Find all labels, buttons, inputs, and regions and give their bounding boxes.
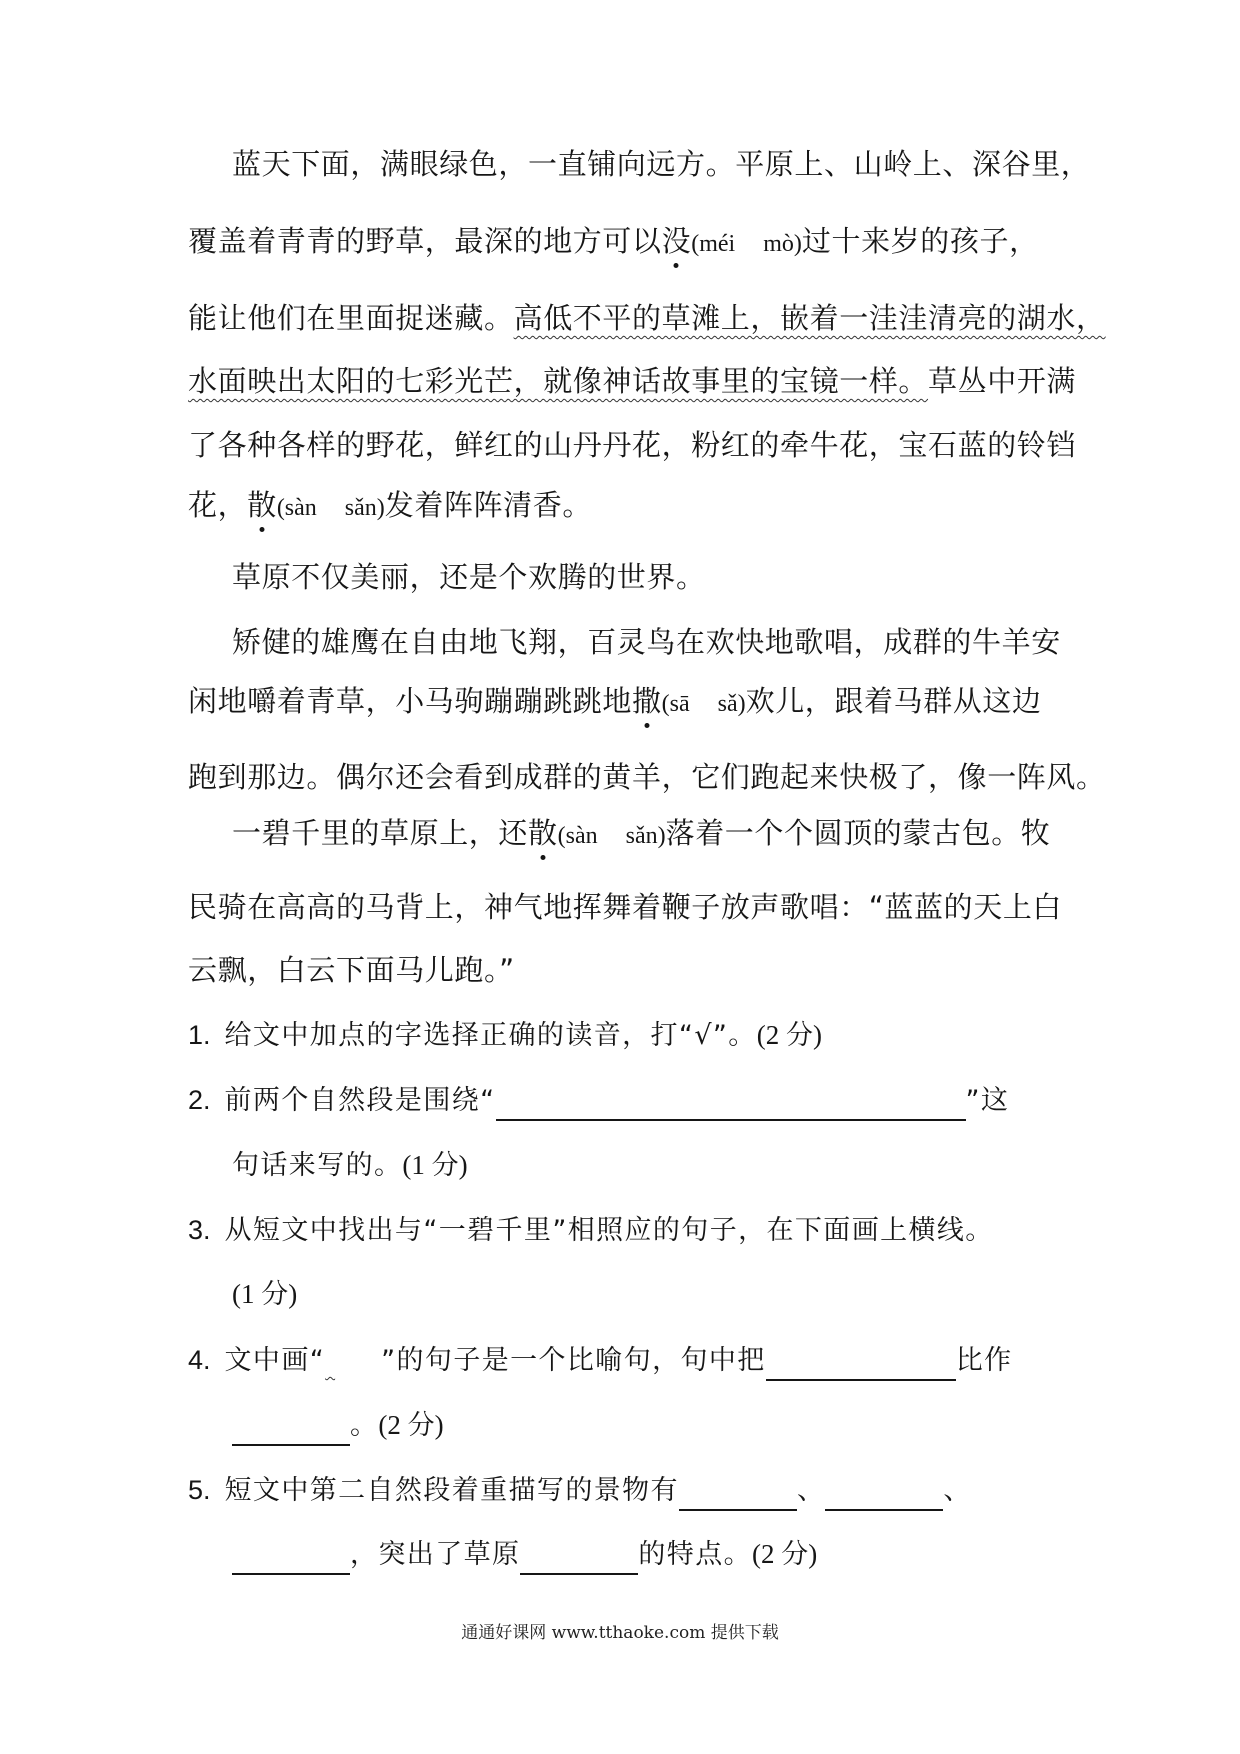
answer-blank[interactable] — [232, 1416, 350, 1446]
question-text: ，突出了草原 — [350, 1539, 521, 1570]
text: 草丛中开满 — [928, 364, 1077, 398]
dotted-char: 散 — [247, 485, 277, 525]
question-text: 句话来写的。 — [232, 1150, 403, 1181]
answer-blank[interactable] — [679, 1481, 797, 1511]
dotted-char: 撒 — [632, 681, 662, 721]
question-3-cont — [232, 1274, 297, 1315]
text: 云飘，白云下面马儿跑。” — [188, 953, 515, 987]
text: 一碧千里的草原上，还 — [232, 816, 529, 850]
pinyin-option-2: mò) — [763, 231, 802, 257]
text: 民骑在高高的马背上，神气地挥舞着鞭子放声歌唱：“蓝蓝的天上白 — [188, 890, 1063, 924]
question-3 — [188, 1210, 994, 1251]
question-number: 5. — [188, 1475, 211, 1505]
wavy-underlined-sentence: 高低不平的草滩上，嵌着一洼洼清亮的湖水， — [513, 301, 1106, 335]
p3-line-1 — [232, 622, 1061, 662]
text: 覆盖着青青的野草，最深的地方可以 — [188, 224, 662, 258]
question-number: 4. — [188, 1345, 211, 1375]
question-1 — [188, 1015, 822, 1056]
pinyin-option-1: (sàn — [557, 823, 598, 849]
answer-blank[interactable] — [520, 1545, 638, 1575]
question-text: 的特点。 — [638, 1539, 753, 1570]
text: 落着一个个圆顶的蒙古包。牧 — [665, 816, 1051, 850]
question-text: 从短文中找出与“一碧千里”相照应的句子，在下面画上横线。 — [224, 1215, 994, 1246]
p3-line-2 — [188, 681, 1042, 724]
question-2-cont — [232, 1145, 468, 1186]
pinyin-option-1: (sàn — [276, 495, 317, 521]
p1-line-5 — [188, 425, 1076, 465]
text: 了各种各样的野花，鲜红的山丹丹花，粉红的牵牛花，宝石蓝的铃铛 — [188, 428, 1077, 462]
question-points: (2 分) — [756, 1020, 822, 1050]
text: 蓝天下面，满眼绿色，一直铺向远方。平原上、山岭上、深谷里， — [232, 147, 1091, 181]
separator: 、 — [796, 1475, 826, 1506]
question-text: 短文中第二自然段着重描写的景物有 — [224, 1475, 679, 1506]
pinyin-options — [691, 231, 802, 257]
question-4-cont — [232, 1405, 444, 1446]
dotted-char: 散 — [528, 813, 558, 853]
text: 草原不仅美丽，还是个欢腾的世界。 — [232, 560, 706, 594]
question-text: 给文中加点的字选择正确的读音，打“√”。 — [224, 1020, 757, 1051]
question-5 — [188, 1470, 972, 1511]
answer-blank[interactable] — [825, 1481, 943, 1511]
question-text: 前两个自然段是围绕“ — [224, 1085, 496, 1116]
separator: 、 — [943, 1475, 972, 1506]
question-points: (1 分) — [232, 1279, 298, 1309]
p1-line-2 — [188, 221, 1039, 264]
question-2 — [188, 1080, 1009, 1121]
text: 闲地嚼着青草，小马驹蹦蹦跳跳地 — [188, 684, 633, 718]
text: 矫健的雄鹰在自由地飞翔，百灵鸟在欢快地歌唱，成群的牛羊安 — [232, 625, 1061, 659]
p1-line-3 — [188, 298, 1106, 338]
pinyin-option-2: sǎn) — [344, 495, 385, 521]
wavy-underlined-sentence: 水面映出太阳的七彩光芒，就像神话故事里的宝镜一样。 — [188, 364, 929, 398]
question-5-cont — [232, 1534, 817, 1575]
question-text: 文中画“ — [224, 1345, 326, 1376]
pinyin-option-2: sǎ) — [717, 691, 746, 717]
p3-line-3 — [188, 757, 1106, 797]
dotted-char: 没 — [662, 221, 692, 261]
question-number: 2. — [188, 1085, 211, 1115]
pinyin-options — [558, 823, 666, 849]
text: 欢儿，跟着马群从这边 — [745, 684, 1042, 718]
pinyin-options — [662, 691, 746, 717]
question-number: 1. — [188, 1020, 211, 1050]
footer-credit: 通通好课网 www.tthaoke.com 提供下载 — [461, 1623, 779, 1643]
p2-line-1 — [232, 557, 706, 597]
answer-blank[interactable] — [232, 1545, 350, 1575]
p1-line-4 — [188, 361, 1076, 401]
p4-line-1 — [232, 813, 1050, 856]
p1-line-6 — [188, 485, 592, 528]
text: 花， — [188, 488, 248, 522]
answer-blank[interactable] — [766, 1351, 956, 1381]
question-points: (1 分) — [402, 1150, 468, 1180]
answer-blank[interactable] — [496, 1091, 966, 1121]
pinyin-option-1: (méi — [691, 231, 736, 257]
wavy-underline-sample — [325, 1341, 381, 1369]
question-text: 比作 — [955, 1345, 1013, 1376]
question-points: (2 分) — [378, 1410, 444, 1440]
text: 发着阵阵清香。 — [384, 488, 592, 522]
pinyin-options — [277, 495, 385, 521]
question-text: 。 — [350, 1410, 379, 1441]
question-text: ”这 — [965, 1085, 1010, 1116]
text: 跑到那边。偶尔还会看到成群的黄羊，它们跑起来快极了，像一阵风。 — [188, 760, 1106, 794]
p4-line-3 — [188, 950, 515, 990]
text: 能让他们在里面捉迷藏。 — [188, 301, 514, 335]
question-4 — [188, 1340, 1013, 1381]
pinyin-option-2: sǎn) — [625, 823, 666, 849]
p4-line-2 — [188, 887, 1062, 927]
question-points: (2 分) — [752, 1539, 818, 1569]
p1-line-1 — [232, 144, 1090, 184]
text: 过十来岁的孩子， — [801, 224, 1039, 258]
pinyin-option-1: (sā — [661, 691, 690, 717]
question-number: 3. — [188, 1215, 211, 1245]
question-text: ”的句子是一个比喻句，句中把 — [381, 1345, 766, 1376]
